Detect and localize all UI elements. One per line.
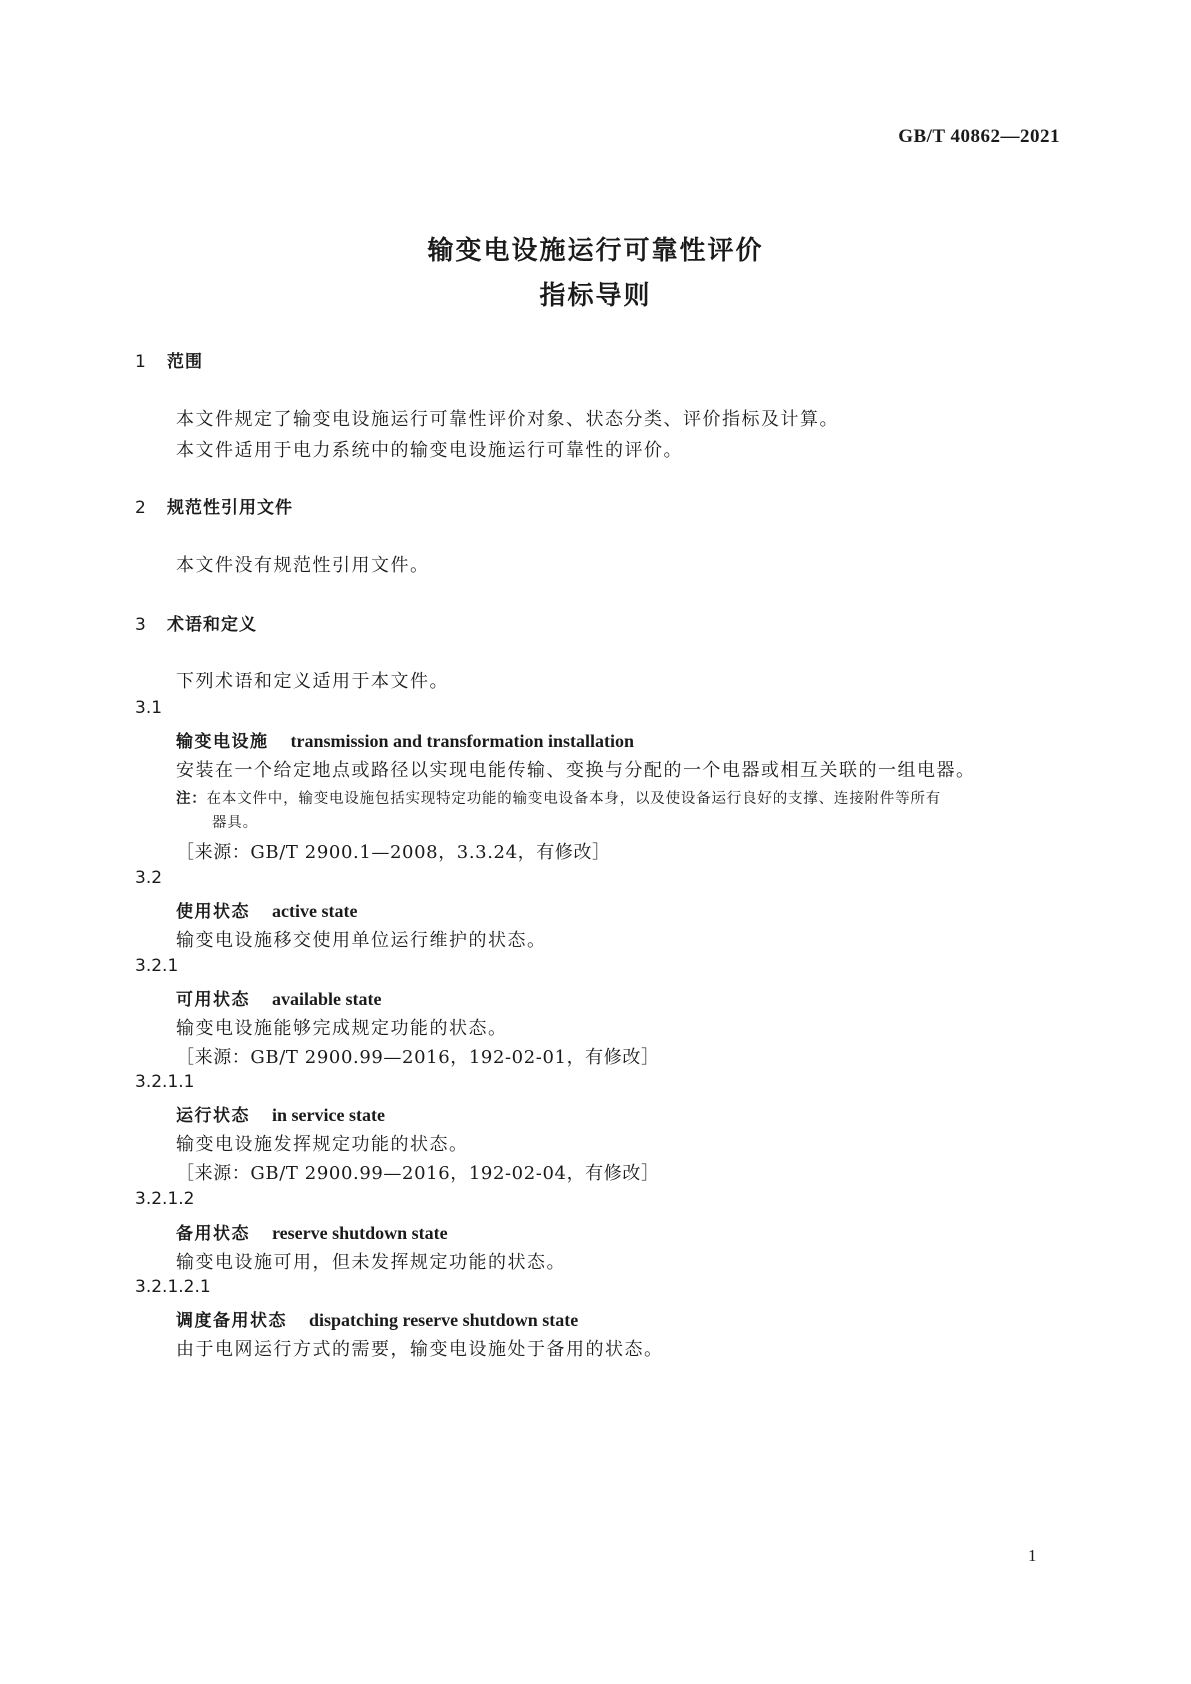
page-number: 1 [1028, 1546, 1037, 1565]
paragraph: 本文件适用于电力系统中的输变电设施运行可靠性的评价。 [176, 440, 683, 461]
source-reference: ［来源：GB/T 2900.99—2016，192-02-01，有修改］ [176, 1047, 660, 1068]
section-number: 1 [135, 352, 147, 372]
term-definition: 输变电设施移交使用单位运行维护的状态。 [176, 930, 547, 951]
term-definition: 安装在一个给定地点或路径以实现电能传输、变换与分配的一个电器或相互关联的一组电器。 [176, 760, 976, 781]
source-reference: ［来源：GB/T 2900.99—2016，192-02-04，有修改］ [176, 1163, 660, 1184]
term-number: 3.2.1.1 [135, 1072, 195, 1092]
term-heading [176, 897, 357, 922]
term-heading [176, 1306, 578, 1331]
section-title: 术语和定义 [167, 615, 257, 635]
term-heading [176, 727, 634, 752]
term-number: 3.2.1 [135, 956, 179, 976]
term-en: active state [272, 901, 358, 921]
section-title: 范围 [167, 352, 203, 372]
term-zh: 可用状态 [176, 990, 250, 1010]
term-zh: 运行状态 [176, 1106, 250, 1126]
section-number: 2 [135, 498, 147, 518]
standard-code: GB/T 40862—2021 [898, 126, 1060, 147]
term-en: available state [272, 989, 382, 1009]
term-definition: 输变电设施可用，但未发挥规定功能的状态。 [176, 1252, 566, 1273]
paragraph: 本文件规定了输变电设施运行可靠性评价对象、状态分类、评价指标及计算。 [176, 409, 839, 430]
term-en: transmission and transformation installation [290, 731, 635, 751]
term-number: 3.1 [135, 698, 163, 718]
term-en: dispatching reserve shutdown state [309, 1310, 579, 1330]
source-reference: ［来源：GB/T 2900.1—2008，3.3.24，有修改］ [176, 842, 611, 863]
term-zh: 备用状态 [176, 1224, 250, 1244]
document-title-line2: 指标导则 [539, 281, 652, 311]
term-heading [176, 1101, 385, 1126]
term-heading [176, 1219, 448, 1244]
paragraph: 本文件没有规范性引用文件。 [176, 555, 430, 576]
note [176, 787, 941, 808]
term-definition: 输变电设施发挥规定功能的状态。 [176, 1134, 469, 1155]
term-zh: 使用状态 [176, 902, 250, 922]
term-en: reserve shutdown state [272, 1223, 448, 1243]
note-continuation: 器具。 [212, 815, 258, 831]
paragraph: 下列术语和定义适用于本文件。 [176, 671, 449, 692]
term-definition: 由于电网运行方式的需要，输变电设施处于备用的状态。 [176, 1339, 664, 1360]
document-title-line1: 输变电设施运行可靠性评价 [427, 236, 764, 266]
section-3-heading [135, 610, 257, 635]
section-1-heading [135, 347, 203, 372]
note-text: 在本文件中，输变电设施包括实现特定功能的输变电设备本身，以及使设备运行良好的支撑、连接附件等所有 [206, 791, 942, 807]
section-2-heading [135, 493, 293, 518]
term-en: in service state [272, 1105, 385, 1125]
term-definition: 输变电设施能够完成规定功能的状态。 [176, 1018, 508, 1039]
term-number: 3.2 [135, 868, 163, 888]
section-number: 3 [135, 615, 147, 635]
term-heading [176, 985, 382, 1010]
term-number: 3.2.1.2.1 [135, 1277, 211, 1297]
term-zh: 调度备用状态 [176, 1311, 287, 1331]
term-number: 3.2.1.2 [135, 1189, 195, 1209]
note-label: 注： [176, 790, 207, 807]
section-title: 规范性引用文件 [167, 498, 293, 518]
term-zh: 输变电设施 [176, 732, 269, 752]
